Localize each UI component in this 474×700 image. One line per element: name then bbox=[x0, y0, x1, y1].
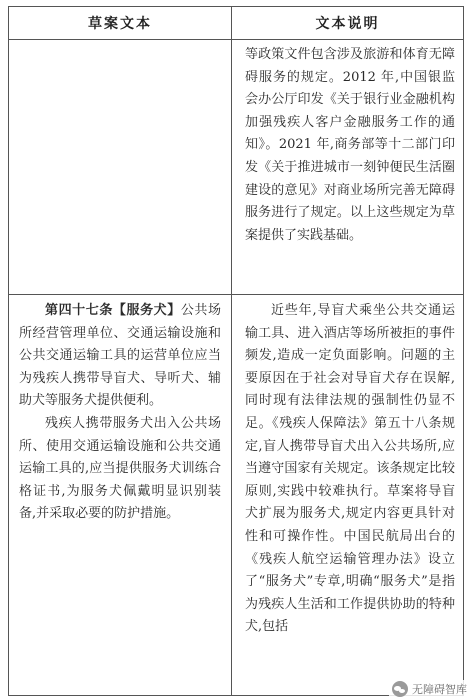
article-title: 第四十七条【服务犬】 bbox=[45, 303, 181, 318]
article-paragraph-2: 残疾人携带服务犬出入公共场所、使用交通运输设施和公共交通运输工具的,应当提供服务犬训练合格证书,为服务犬佩戴明显识别装备,并采取必要的防护措施。 bbox=[19, 415, 221, 522]
row-divider bbox=[9, 294, 463, 295]
row2-draft-cell bbox=[19, 300, 221, 526]
row1-explanation-text: 等政策文件包含涉及旅游和体育无障碍服务的规定。2012 年,中国银监会办公厅印发《关于银行业金融机构加强残疾人客户金融服务工作的通知》。2021 年,商务部等十二部门印发《关于推进城市一刻钟便民生活圈建设的意见》对商业场所完善无障碍服务进行了规定。以上这些规定为草案提供了实践基础。 bbox=[245, 47, 455, 243]
article-paragraph-1 bbox=[19, 300, 221, 413]
table-header-row bbox=[9, 7, 463, 40]
column-divider bbox=[231, 7, 232, 695]
document-table bbox=[8, 6, 464, 696]
article-paragraph-1-text: 公共场所经营管理单位、交通运输设施和公共交通运输工具的运营单位应当为残疾人携带导盲犬、导听犬、辅助犬等服务犬提供便利。 bbox=[19, 303, 221, 409]
watermark-text: 无障碍智库 bbox=[412, 683, 467, 696]
source-watermark bbox=[389, 680, 470, 698]
row2-explanation-cell bbox=[245, 300, 455, 639]
row1-explanation-cell bbox=[245, 44, 455, 247]
wechat-icon bbox=[392, 681, 408, 697]
header-draft-text: 草案文本 bbox=[88, 16, 152, 32]
row2-explanation-text: 近些年,导盲犬乘坐公共交通运输工具、进入酒店等场所被拒的事件频发,造成一定负面影响。问题的主要原因在于社会对导盲犬存在误解,同时现有法律法规的强制性仍显不足。《残疾人保障法》第五十八条规定,盲人携带导盲犬出入公共场所,应当遵守国家有关规定。该条规定比较原则,实践中较难执行。草案将导盲犬扩展为服务犬,规定内容更具针对性和可操作性。中国民航局出台的《残疾人航空运输管理办法》设立了“服务犬”专章,明确“服务犬”是指为残疾人生活和工作提供协助的特种犬,包括 bbox=[245, 303, 455, 635]
header-explanation: 文本说明 bbox=[315, 16, 380, 32]
